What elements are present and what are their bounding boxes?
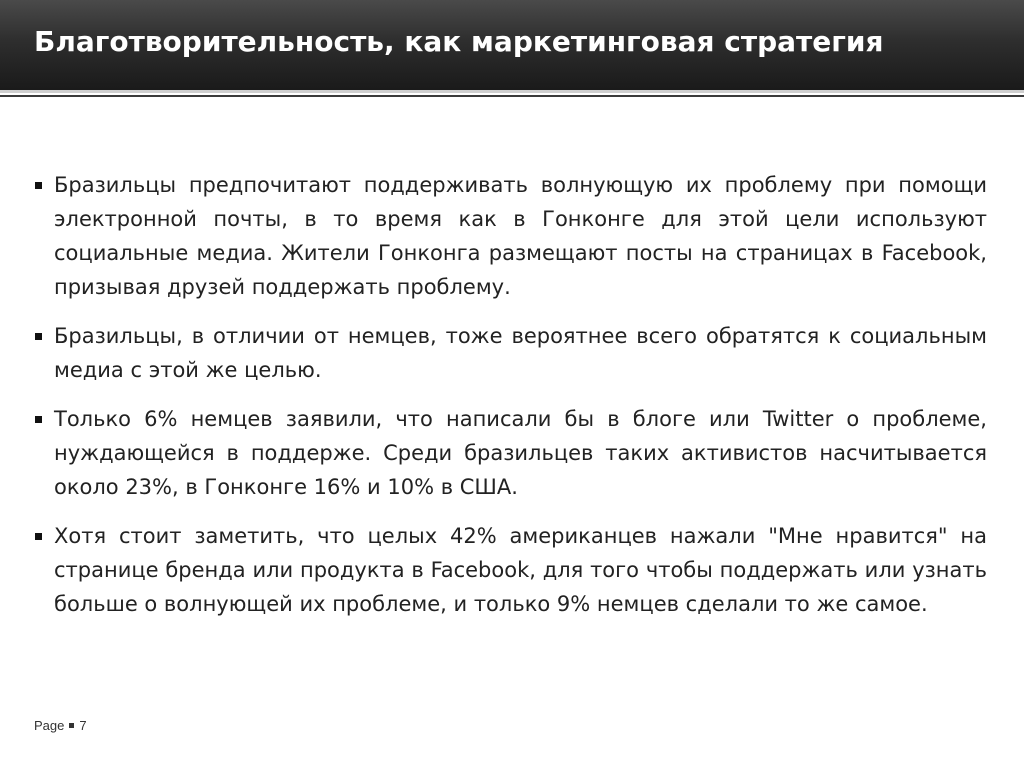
- page-number: 7: [79, 718, 87, 733]
- bullet-text: Бразильцы, в отличии от немцев, тоже вероятнее всего обратятся к социальным медиа с этой же целью.: [54, 324, 987, 382]
- square-bullet-icon: [35, 182, 42, 189]
- bullet-item: [34, 168, 987, 304]
- footer-separator-icon: [69, 723, 74, 728]
- page-footer: [34, 716, 87, 736]
- bullet-item: [34, 519, 987, 621]
- title-divider-dark: [0, 95, 1024, 97]
- bullet-item: [34, 319, 987, 387]
- square-bullet-icon: [35, 533, 42, 540]
- bullet-text: Бразильцы предпочитают поддерживать волнующую их проблему при помощи электронной почты, в то время как в Гонконге для этой цели используют социальные медиа. Жители Гонконга размещают посты на страницах в Facebook, призывая друзей поддержать проблему.: [54, 173, 987, 299]
- title-divider-light: [0, 90, 1024, 93]
- page-label: Page: [34, 718, 65, 733]
- bullet-item: [34, 402, 987, 504]
- bullet-text: Только 6% немцев заявили, что написали бы в блоге или Twitter о проблеме, нуждающейся в поддерже. Среди бразильцев таких активистов насчитывается около 23%, в Гонконге 16% и 10% в США.: [54, 407, 987, 499]
- title-bar: [0, 0, 1024, 90]
- bullet-list: [34, 168, 987, 636]
- square-bullet-icon: [35, 416, 42, 423]
- slide-title: Благотворительность, как маркетинговая стратегия: [34, 25, 884, 58]
- square-bullet-icon: [35, 333, 42, 340]
- bullet-text: Хотя стоит заметить, что целых 42% американцев нажали "Мне нравится" на странице бренда или продукта в Facebook, для того чтобы поддержать или узнать больше о волнующей их проблеме, и только 9% немцев сделали то же самое.: [54, 524, 987, 616]
